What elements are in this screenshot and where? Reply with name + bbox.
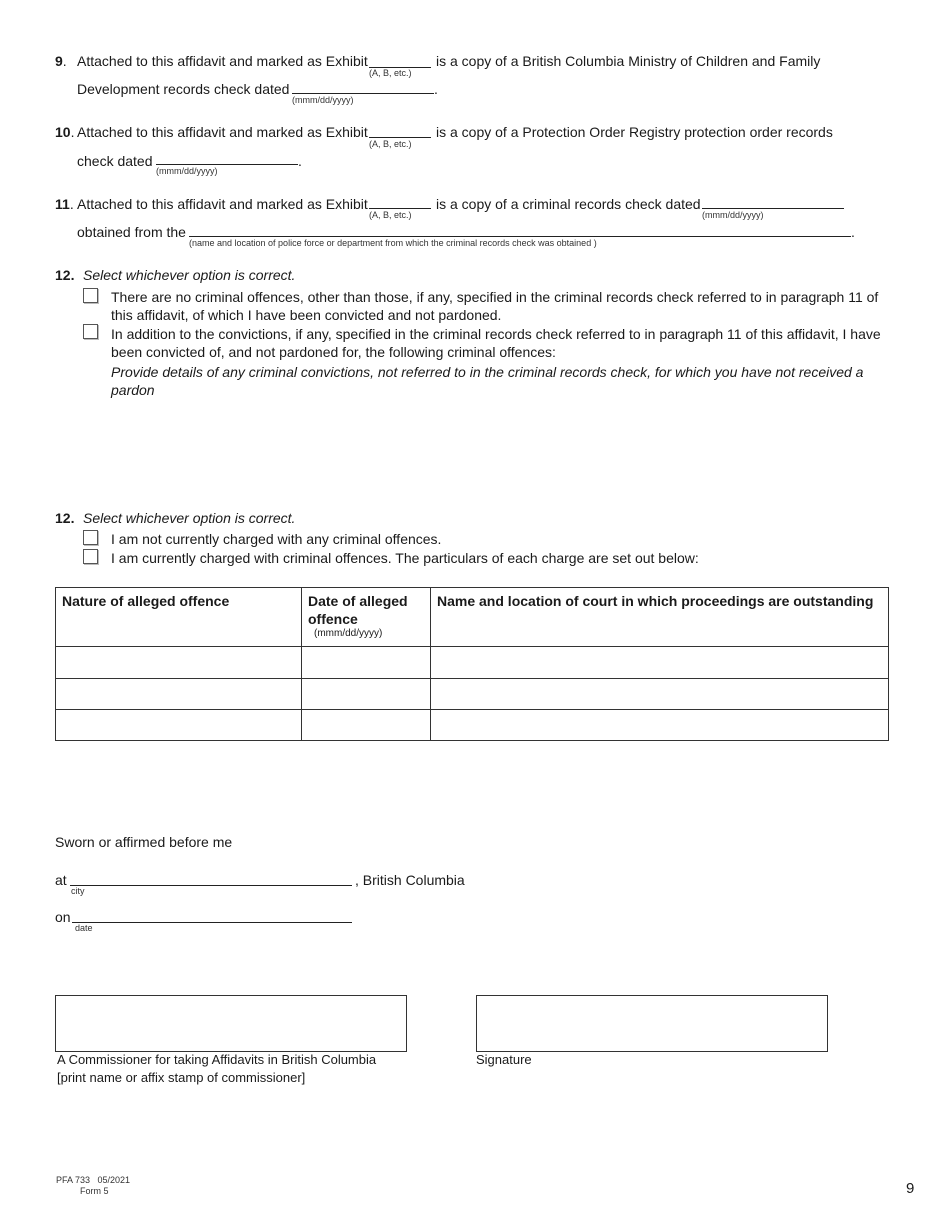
p9-period: . <box>434 81 438 97</box>
table-row <box>56 710 889 741</box>
p9-line1-post: is a copy of a British Columbia Ministry of Children and Family <box>436 53 821 69</box>
p11-exhibit-field[interactable] <box>369 208 431 209</box>
p10-number: 10. <box>55 124 75 140</box>
p10-line1-post: is a copy of a Protection Order Registry protection order records <box>436 124 833 140</box>
p10-exhibit-hint: (A, B, etc.) <box>369 139 412 149</box>
signature-box[interactable] <box>476 995 828 1052</box>
p11-line2-pre: obtained from the <box>77 224 186 240</box>
commissioner-sublabel: [print name or affix stamp of commissioner] <box>57 1070 306 1085</box>
p11-period: . <box>851 224 855 240</box>
table-cell-nature[interactable] <box>56 647 302 679</box>
sworn-province: , British Columbia <box>355 872 465 888</box>
col-nature-header: Nature of alleged offence <box>56 588 302 647</box>
p11-police-hint: (name and location of police force or department from which the criminal records check was obtained ) <box>189 238 597 248</box>
p11-line1-post: is a copy of a criminal records check dated <box>436 196 701 212</box>
col-date-header: Date of alleged offence (mmm/dd/yyyy) <box>302 588 431 647</box>
p12b-option1-checkbox[interactable] <box>83 530 98 545</box>
p9-date-hint: (mmm/dd/yyyy) <box>292 95 354 105</box>
p12b-option1-text: I am not currently charged with any criminal offences. <box>111 531 442 547</box>
sworn-on-label: on <box>55 909 71 925</box>
p12a-number: 12. <box>55 267 75 283</box>
p11-date-hint: (mmm/dd/yyyy) <box>702 210 764 220</box>
form-name: Form 5 <box>80 1186 109 1196</box>
sworn-at-label: at <box>55 872 67 888</box>
p12b-option2-text: I am currently charged with criminal offences. The particulars of each charge are set out below: <box>111 550 699 566</box>
sworn-city-hint: city <box>71 886 85 896</box>
p11-line1-pre: Attached to this affidavit and marked as Exhibit <box>77 196 368 212</box>
sworn-date-hint: date <box>75 923 93 933</box>
offence-table <box>55 587 889 741</box>
p9-line1-pre: Attached to this affidavit and marked as Exhibit <box>77 53 368 69</box>
table-cell-date[interactable] <box>302 710 431 741</box>
table-cell-court[interactable] <box>431 710 889 741</box>
col-date-hint: (mmm/dd/yyyy) <box>314 628 383 639</box>
p10-period: . <box>298 153 302 169</box>
p12a-option2-details: Provide details of any criminal convictions, not referred to in the criminal records check, for which you have not received a pardon <box>111 364 864 398</box>
p10-exhibit-field[interactable] <box>369 137 431 138</box>
p10-date-field[interactable] <box>156 164 298 165</box>
p9-number: 9. <box>55 53 67 69</box>
table-cell-court[interactable] <box>431 679 889 710</box>
form-code: PFA 733 05/2021 <box>56 1175 131 1185</box>
table-cell-nature[interactable] <box>56 710 302 741</box>
p9-exhibit-hint: (A, B, etc.) <box>369 68 412 78</box>
p12a-option2-checkbox[interactable] <box>83 324 98 339</box>
table-row <box>56 679 889 710</box>
table-cell-date[interactable] <box>302 647 431 679</box>
signature-label: Signature <box>476 1052 532 1067</box>
p12a-option1-checkbox[interactable] <box>83 288 98 303</box>
p11-exhibit-hint: (A, B, etc.) <box>369 210 412 220</box>
p10-date-hint: (mmm/dd/yyyy) <box>156 166 218 176</box>
table-cell-court[interactable] <box>431 647 889 679</box>
p9-line2-pre: Development records check dated <box>77 81 290 97</box>
p12a-instruction: Select whichever option is correct. <box>83 267 296 283</box>
offence-table-header <box>56 588 889 647</box>
p12b-number: 12. <box>55 510 75 526</box>
p11-police-field[interactable] <box>189 236 851 237</box>
p10-line2-pre: check dated <box>77 153 153 169</box>
p10-line1-pre: Attached to this affidavit and marked as Exhibit <box>77 124 368 140</box>
p11-number: 11. <box>55 196 74 212</box>
p12b-option2-checkbox[interactable] <box>83 549 98 564</box>
table-cell-date[interactable] <box>302 679 431 710</box>
table-cell-nature[interactable] <box>56 679 302 710</box>
p12a-option2-text: In addition to the convictions, if any, specified in the criminal records check referred to in paragraph 11 of this affidavit, I have been convicted of, and not pardoned for, the following criminal offences: <box>111 326 881 360</box>
p12b-instruction: Select whichever option is correct. <box>83 510 296 526</box>
sworn-city-field[interactable] <box>70 885 352 886</box>
sworn-title: Sworn or affirmed before me <box>55 834 233 850</box>
sworn-date-field[interactable] <box>72 922 352 923</box>
col-court-header: Name and location of court in which proceedings are outstanding <box>431 588 889 647</box>
table-row <box>56 647 889 679</box>
p9-date-field[interactable] <box>292 93 434 94</box>
commissioner-label: A Commissioner for taking Affidavits in British Columbia <box>57 1052 377 1067</box>
commissioner-box[interactable] <box>55 995 407 1052</box>
p12a-option1-text: There are no criminal offences, other than those, if any, specified in the criminal records check referred to in paragraph 11 of this affidavit, of which I have been convicted and not pardoned. <box>111 289 879 323</box>
p11-date-field[interactable] <box>702 208 844 209</box>
page-number: 9 <box>906 1180 915 1197</box>
